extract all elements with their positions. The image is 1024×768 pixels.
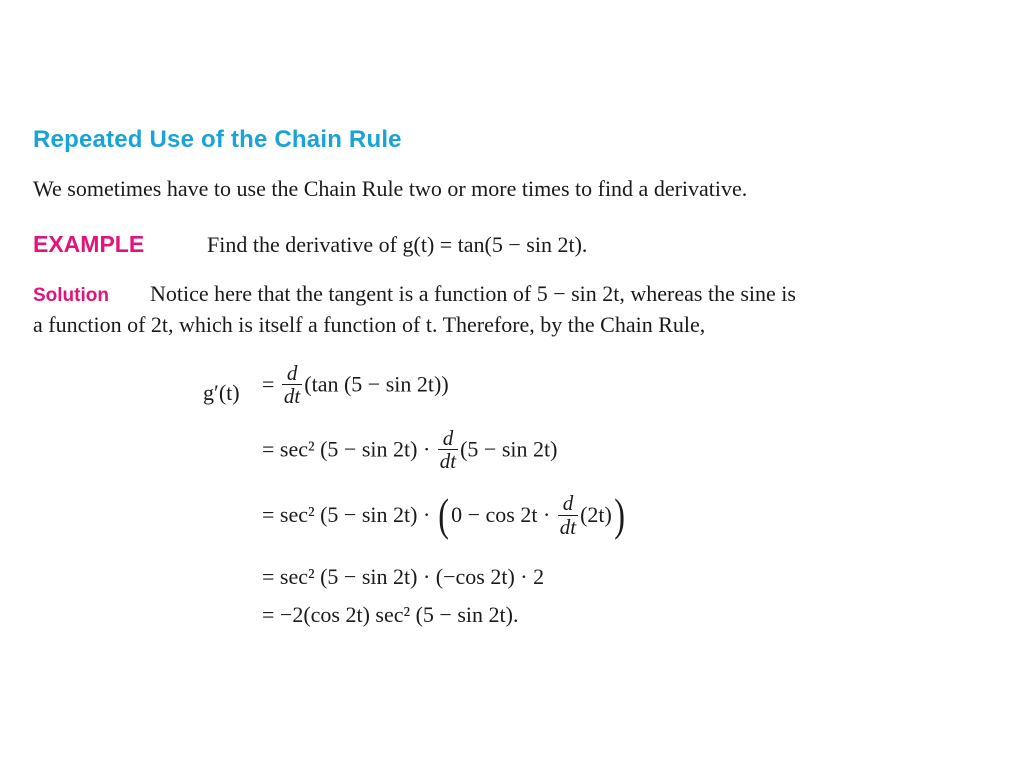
- derivation-step-3: = sec² (5 − sin 2t) · ( 0 − cos 2t · $\frac{d}{dt}$ (2t)): [262, 489, 625, 540]
- d-dt-fraction: $\frac{d}{dt}$: [283, 361, 301, 409]
- derivation-lhs: [203, 378, 240, 406]
- example-block: [33, 231, 587, 258]
- example-text: Find the derivative of g(t) = tan(5 − sin 2t).: [207, 232, 588, 257]
- intro-paragraph: We sometimes have to use the Chain Rule two or more times to find a derivative.: [33, 176, 748, 201]
- derivation-step-2: = sec² (5 − sin 2t) · $\frac{d}{dt}$ (5 − sin 2t): [262, 426, 558, 474]
- section-heading: Repeated Use of the Chain Rule: [33, 126, 402, 153]
- solution-line-1: [33, 281, 796, 307]
- d-dt-fraction: $\frac{d}{dt}$: [439, 426, 457, 474]
- derivation-step-1: = $\frac{d}{dt}$ (tan (5 − sin 2t)): [262, 361, 449, 409]
- derivation-step-4: = sec² (5 − sin 2t) · (−cos 2t) · 2: [262, 564, 545, 589]
- d-dt-fraction: $\frac{d}{dt}$: [559, 491, 577, 539]
- solution-label: Solution: [33, 285, 109, 306]
- derivative-g-prime: g′(t): [203, 379, 240, 405]
- example-label: EXAMPLE: [33, 231, 145, 257]
- derivation-step-5: = −2(cos 2t) sec² (5 − sin 2t).: [262, 602, 519, 627]
- right-big-paren: ): [614, 489, 625, 540]
- solution-line-2: a function of 2t, which is itself a function of t. Therefore, by the Chain Rule,: [33, 312, 706, 337]
- left-big-paren: (: [438, 489, 449, 540]
- solution-text-1: Notice here that the tangent is a function of 5 − sin 2t, whereas the sine is: [150, 281, 796, 306]
